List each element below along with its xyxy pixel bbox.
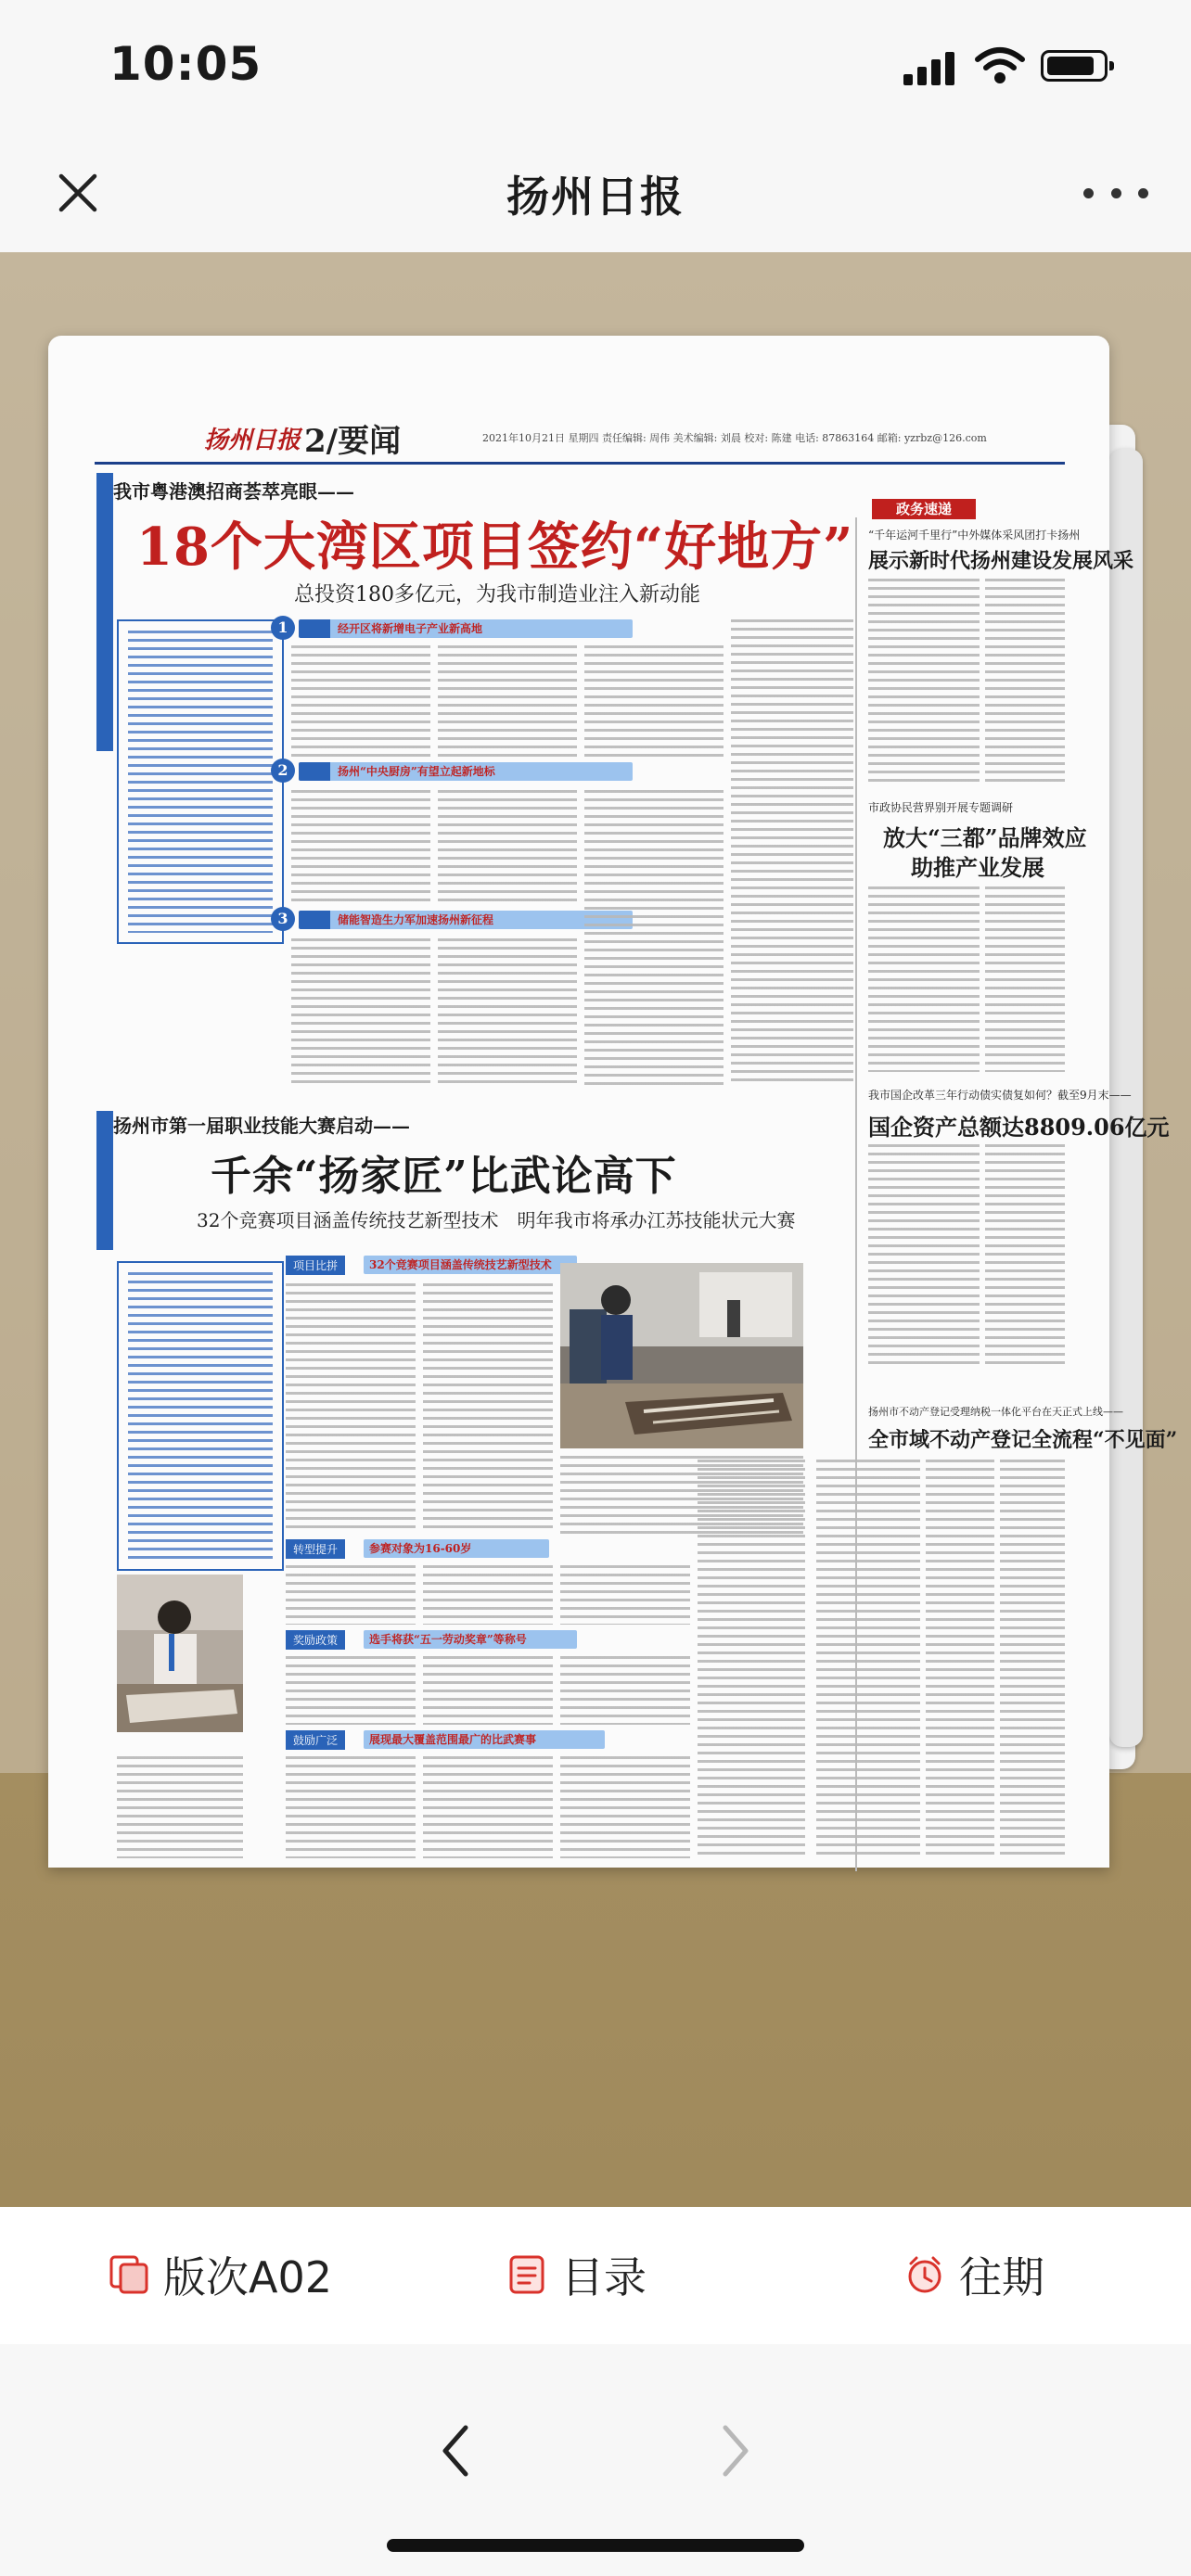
article2-section-d-text: 展现最大覆盖范围最广的比武赛事	[364, 1730, 605, 1749]
article2-photo-craftsman[interactable]	[117, 1575, 243, 1732]
catalog-label: 目录	[561, 2252, 647, 2302]
article1-side-strip	[96, 473, 113, 751]
newspaper-viewer[interactable]	[0, 252, 1191, 2207]
past-issues-label: 往期	[959, 2252, 1044, 2302]
article2-section-b: 转型提升	[286, 1539, 345, 1559]
right-headline-1[interactable]: 展示新时代扬州建设发展风采	[868, 549, 1134, 573]
navigation-bar	[0, 139, 1191, 252]
article2-subtitle: 32个竞赛项目涵盖传统技艺新型技术 明年我市将承办江苏技能状元大赛	[197, 1209, 796, 1231]
bottom-toolbar	[0, 2207, 1191, 2344]
newspaper-masthead: 扬州日报	[204, 427, 301, 454]
catalog-icon	[506, 2253, 548, 2296]
article1-headline[interactable]: 18个大湾区项目签约“好地方”	[136, 516, 854, 578]
status-time: 10:05	[109, 37, 263, 91]
back-chevron-icon[interactable]	[429, 2418, 484, 2483]
gov-news-header	[872, 499, 1074, 519]
article2-section-c-text: 选手将获“五一劳动奖章”等称号	[364, 1630, 577, 1649]
pages-icon	[108, 2253, 150, 2296]
cellular-signal-icon	[903, 48, 959, 85]
article2-section-a: 项目比拼	[286, 1256, 345, 1275]
edition-button[interactable]	[108, 2242, 332, 2307]
newspaper-page[interactable]	[48, 336, 1178, 1868]
right-headline-3[interactable]: 国企资产总额达8809.06亿元	[868, 1114, 1170, 1141]
article1-subtitle: 总投资180多亿元，为我市制造业注入新动能	[294, 583, 700, 606]
gov-news-badge: 政务速递	[872, 499, 976, 519]
right-kicker-1: “千年运河千里行”中外媒体采风团打卡扬州	[868, 529, 1081, 542]
article2-kicker: 扬州市第一届职业技能大赛启动——	[113, 1115, 410, 1137]
wifi-icon	[974, 46, 1026, 85]
issue-info: 2021年10月21日 星期四 责任编辑: 周伟 美术编辑: 刘晨 校对: 陈建 电话: 87863164 邮箱: yzrbz@126.com	[482, 432, 987, 444]
article1-badge-1: 1	[271, 616, 295, 640]
article2-section-a-text: 32个竞赛项目涵盖传统技艺新型技术	[364, 1256, 577, 1274]
article2-side-strip	[96, 1111, 113, 1250]
page-title: 扬州日报	[506, 172, 685, 222]
right-kicker-4: 扬州市不动产登记受理纳税一体化平台在天正式上线——	[868, 1406, 1123, 1418]
article1-kicker: 我市粤港澳招商荟萃亮眼——	[113, 480, 354, 503]
status-bar	[0, 0, 1191, 139]
right-headline-2b: 助推产业发展	[911, 854, 1044, 881]
browser-navigation	[0, 2344, 1191, 2576]
article2-section-d: 鼓励广泛	[286, 1730, 345, 1750]
article1-badge-3: 3	[271, 907, 295, 931]
home-indicator	[387, 2539, 804, 2552]
article2-lead-box	[117, 1261, 284, 1571]
edition-label: 版次A02	[163, 2252, 333, 2302]
past-issues-button[interactable]	[903, 2242, 1044, 2307]
right-headline-2a[interactable]: 放大“三都”品牌效应	[883, 824, 1087, 851]
forward-chevron-icon[interactable]	[707, 2418, 762, 2483]
clock-history-icon	[903, 2253, 946, 2296]
battery-icon	[1041, 50, 1108, 82]
right-kicker-2: 市政协民营界别开展专题调研	[868, 801, 1014, 814]
article1-lead-box	[117, 619, 284, 944]
article2-section-b-text: 参赛对象为16-60岁	[364, 1539, 549, 1558]
article2-headline[interactable]: 千余“扬家匠”比武论高下	[211, 1153, 677, 1200]
article1-subhead-3: 储能智造生力军加速扬州新征程	[299, 911, 633, 929]
catalog-button[interactable]	[506, 2242, 647, 2307]
article2-photo-workers[interactable]	[560, 1263, 803, 1448]
more-options-icon[interactable]	[1083, 163, 1148, 223]
newspaper-header	[204, 421, 1039, 460]
article2-section-c: 奖励政策	[286, 1630, 345, 1650]
right-headline-4[interactable]: 全市域不动产登记全流程“不见面”	[868, 1428, 1178, 1452]
article1-subhead-1: 经开区将新增电子产业新高地	[299, 619, 633, 638]
header-rule	[95, 462, 1065, 465]
page-section: 2/要闻	[304, 423, 402, 460]
article1-badge-2: 2	[271, 759, 295, 783]
article1-subhead-2: 扬州“中央厨房”有望立起新地标	[299, 762, 633, 781]
right-kicker-3: 我市国企改革三年行动债实债复如何？截至9月末——	[868, 1089, 1132, 1102]
